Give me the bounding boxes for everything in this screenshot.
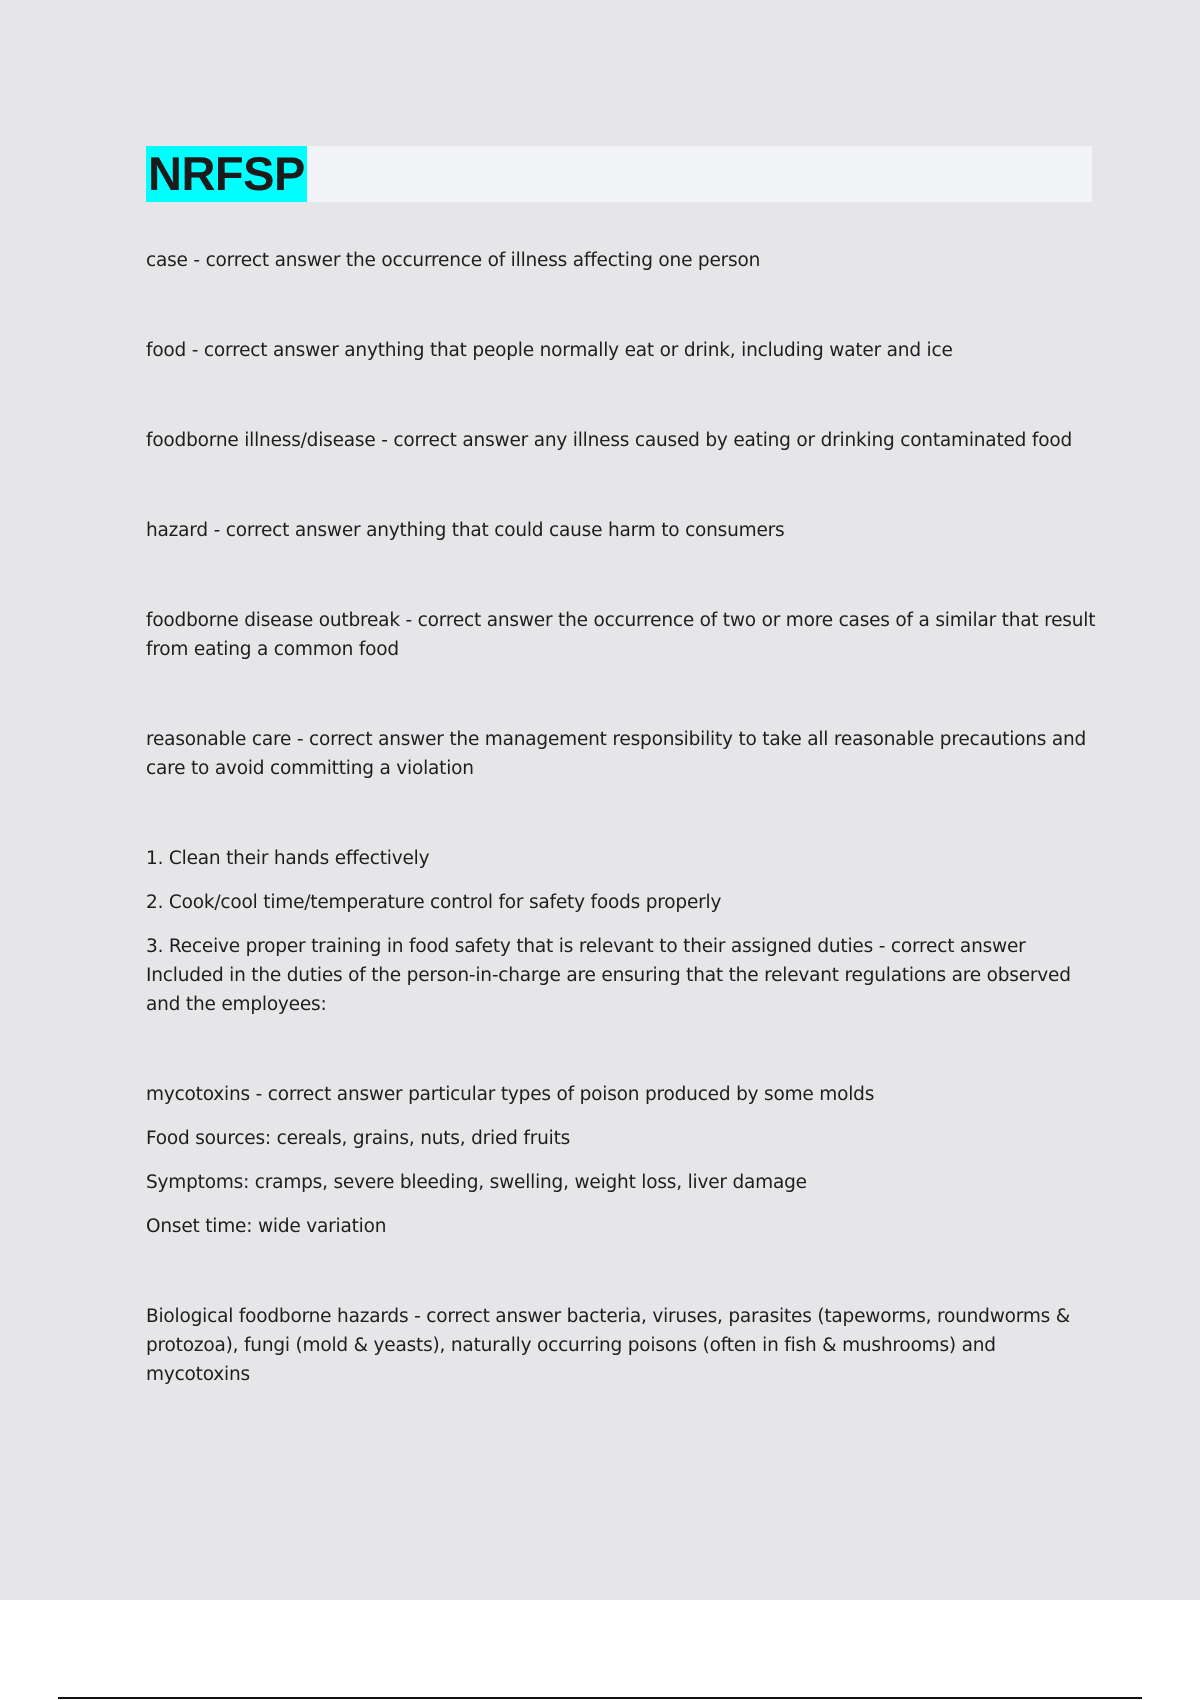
entry-line: hazard - correct answer anything that could cause harm to consumers (146, 520, 785, 541)
entry-case (146, 246, 1096, 275)
entry-line: Onset time: wide variation (146, 1216, 387, 1237)
entry-line: food - correct answer anything that people normally eat or drink, including water and ice (146, 340, 953, 361)
document-content (146, 246, 1096, 1389)
entry-foodborne-outbreak (146, 606, 1096, 664)
entry-line: Food sources: cereals, grains, nuts, dried fruits (146, 1128, 571, 1149)
footer-divider (58, 1697, 1142, 1699)
entry-line: Symptoms: cramps, severe bleeding, swelling, weight loss, liver damage (146, 1172, 807, 1193)
entry-food (146, 336, 1096, 365)
entry-line: 1. Clean their hands effectively (146, 848, 430, 869)
entry-line: Biological foodborne hazards - correct answer bacteria, viruses, parasites (tapeworms, roundworms & protozoa), fungi (mold & yeasts), naturally occurring poisons (often in fish & mushrooms) and mycotoxins (146, 1306, 1071, 1385)
entry-person-in-charge-duties (146, 844, 1096, 1019)
entry-mycotoxins (146, 1080, 1096, 1241)
document-title: NRFSP (148, 147, 305, 200)
entry-biological-hazards (146, 1302, 1096, 1389)
entry-reasonable-care (146, 725, 1096, 783)
entry-line: reasonable care - correct answer the management responsibility to take all reasonable precautions and care to avoid committing a violation (146, 729, 1087, 779)
entry-line: 2. Cook/cool time/temperature control for safety foods properly (146, 892, 722, 913)
entry-line: foodborne illness/disease - correct answer any illness caused by eating or drinking contaminated food (146, 430, 1073, 451)
entry-hazard (146, 516, 1096, 545)
entry-foodborne-illness (146, 426, 1096, 455)
entry-line: 3. Receive proper training in food safety that is relevant to their assigned duties - correct answer Included in the duties of the person-in-charge are ensuring that the relevant regulations are observed and the employees: (146, 936, 1071, 1015)
entry-line: foodborne disease outbreak - correct answer the occurrence of two or more cases of a similar that result from eating a common food (146, 610, 1096, 660)
title-bar (146, 146, 1092, 202)
entry-line: case - correct answer the occurrence of illness affecting one person (146, 250, 761, 271)
entry-line: mycotoxins - correct answer particular types of poison produced by some molds (146, 1084, 875, 1105)
